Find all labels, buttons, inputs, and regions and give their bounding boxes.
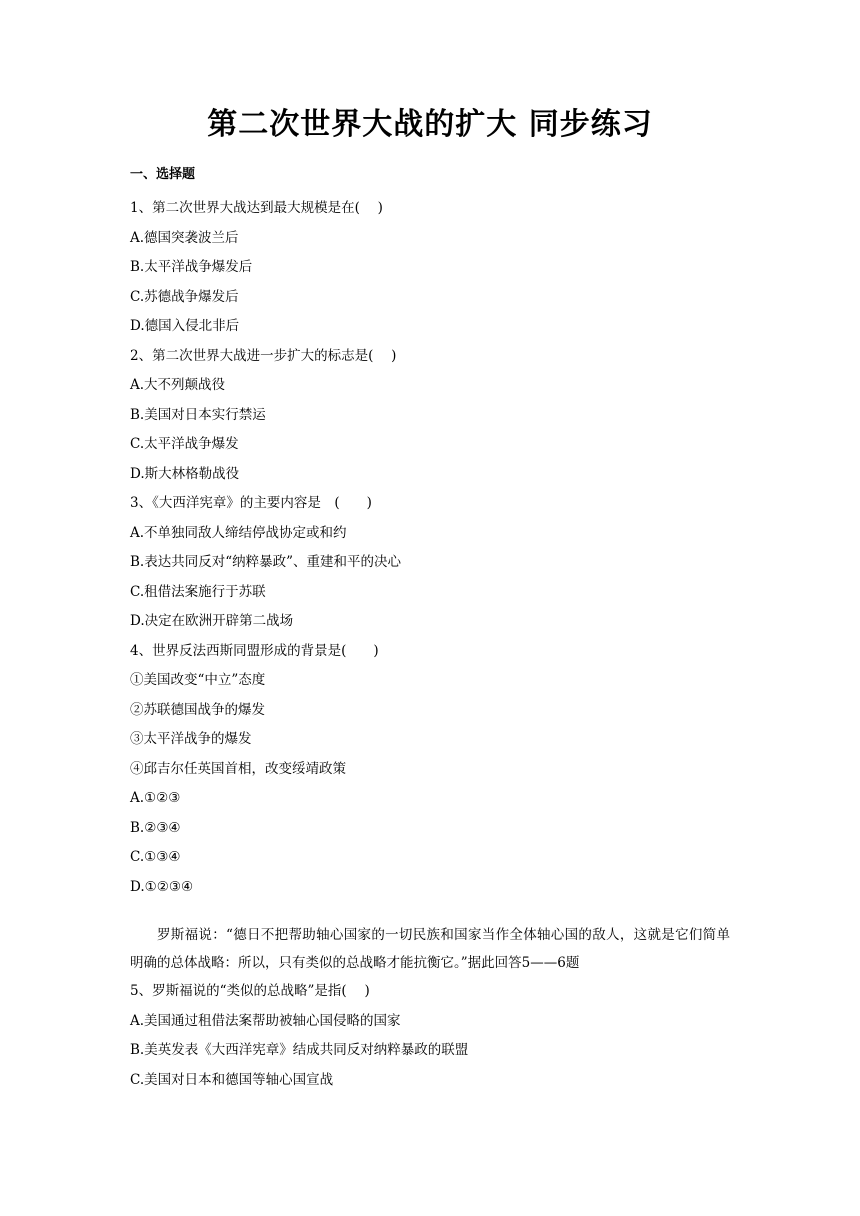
question-4-option-b: B.②③④	[130, 819, 181, 836]
question-5-option-b: B.美英发表《大西洋宪章》结成共同反对纳粹暴政的联盟	[130, 1042, 469, 1058]
question-2-option-d: D.斯大林格勒战役	[130, 465, 240, 482]
question-2-option-b: B.美国对日本实行禁运	[130, 406, 266, 423]
question-5-option-a: A.美国通过租借法案帮助被轴心国侵略的国家	[130, 1012, 401, 1029]
question-4-item-1: ①美国改变“中立”态度	[130, 672, 266, 688]
question-3-option-a: A.不单独同敌人缔结停战协定或和约	[130, 524, 347, 541]
question-1-option-d: D.德国入侵北非后	[130, 318, 240, 334]
question-4-option-a: A.①②③	[130, 790, 181, 806]
question-1-option-b: B.太平洋战争爆发后	[130, 259, 253, 275]
page-title: 第二次世界大战的扩大 同步练习	[207, 107, 653, 142]
question-4-option-d: D.①②③④	[130, 878, 194, 895]
question-3-stem: 3、《大西洋宪章》的主要内容是 ( )	[130, 495, 372, 511]
document-body	[130, 194, 730, 1095]
question-1-option-c: C.苏德战争爆发后	[130, 288, 239, 305]
question-4-option-c: C.①③④	[130, 849, 181, 865]
question-1-stem: 1、第二次世界大战达到最大规模是在( )	[130, 200, 383, 216]
question-5-stem: 5、罗斯福说的“类似的总战略”是指( )	[130, 983, 370, 999]
question-4-item-3: ③太平洋战争的爆发	[130, 731, 252, 747]
question-2-option-a: A.大不列颠战役	[130, 377, 226, 393]
question-3-option-b: B.表达共同反对“纳粹暴政”、重建和平的决心	[130, 554, 402, 570]
reading-passage: 罗斯福说：“德日不把帮助轴心国家的一切民族和国家当作全体轴心国的敌人，这就是它们简单明确的总体战略：所以，只有类似的总战略才能抗衡它。”据此回答5——6题	[130, 927, 730, 971]
question-3-option-d: D.决定在欧洲开辟第二战场	[130, 613, 294, 629]
question-2-stem: 2、第二次世界大战进一步扩大的标志是( )	[130, 347, 397, 364]
paragraph-spacer	[130, 902, 730, 921]
question-2-option-c: C.太平洋战争爆发	[130, 436, 239, 452]
question-3-option-c: C.租借法案施行于苏联	[130, 583, 266, 600]
question-4-item-2: ②苏联德国战争的爆发	[130, 701, 265, 718]
question-4-stem: 4、世界反法西斯同盟形成的背景是( )	[130, 642, 379, 659]
section-heading: 一、选择题	[130, 167, 196, 182]
question-5-option-c: C.美国对日本和德国等轴心国宣战	[130, 1071, 334, 1088]
question-4-item-4: ④邱吉尔任英国首相，改变绥靖政策	[130, 760, 346, 777]
question-1-option-a: A.德国突袭波兰后	[130, 229, 239, 246]
